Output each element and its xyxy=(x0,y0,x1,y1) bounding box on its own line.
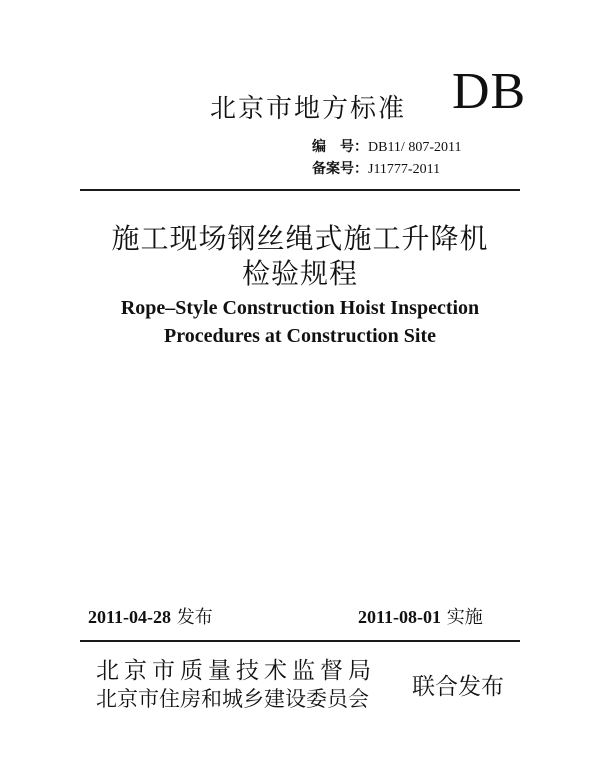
joint-issue-label: 联合发布 xyxy=(412,674,504,700)
title-english-line-2: Procedures at Construction Site xyxy=(163,325,436,347)
top-divider xyxy=(80,189,520,191)
standard-number-row xyxy=(312,136,461,156)
title-english-line-1: Rope–Style Construction Hoist Inspection xyxy=(120,297,480,319)
standard-number-label: 编 号： xyxy=(312,139,368,155)
issue-date xyxy=(88,603,213,629)
db-mark: DB xyxy=(452,63,527,120)
effective-date-word: 实施 xyxy=(441,607,483,628)
title-chinese-line-1: 施工现场钢丝绳式施工升降机 xyxy=(111,222,489,255)
effective-date-value: 2011-08-01 xyxy=(358,607,441,627)
effective-date xyxy=(358,603,483,629)
bottom-divider xyxy=(80,640,520,642)
record-number-label: 备案号： xyxy=(312,161,368,177)
title-chinese-line-2: 检验规程 xyxy=(241,257,358,290)
standard-number-value: DB11/ 807-2011 xyxy=(368,140,462,155)
issuer-line-1: 北京市质量技术监督局 xyxy=(96,658,376,684)
standard-category: 北京市地方标准 xyxy=(210,94,407,124)
issuer-line-2: 北京市住房和城乡建设委员会 xyxy=(96,687,369,711)
record-number-value: J11777-2011 xyxy=(368,162,441,177)
issue-date-word: 发布 xyxy=(171,607,213,628)
issue-date-value: 2011-04-28 xyxy=(88,607,171,627)
record-number-row xyxy=(312,158,440,178)
